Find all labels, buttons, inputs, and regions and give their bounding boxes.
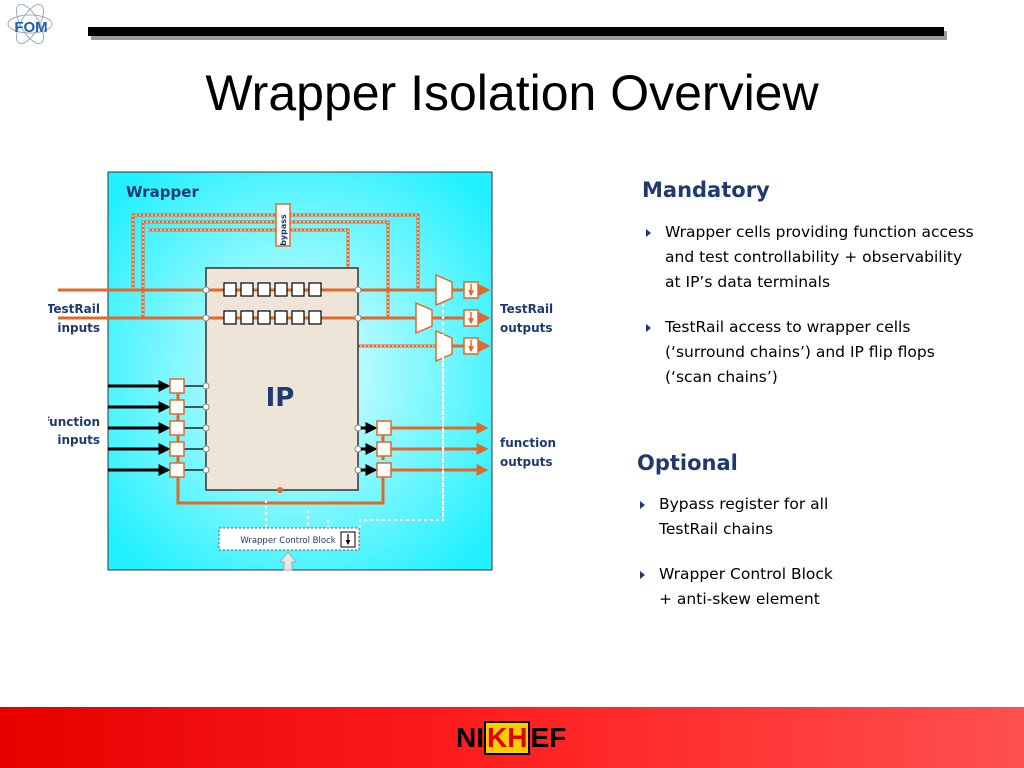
bypass-label: bypass <box>279 214 288 246</box>
function-outputs-label-1: function <box>500 436 557 450</box>
ip-block <box>206 268 358 490</box>
wrapper-diagram <box>48 170 558 574</box>
bullet-arrow-icon <box>640 571 645 579</box>
slide-title: Wrapper Isolation Overview <box>205 65 819 121</box>
list-item: TestRail access to wrapper cells (‘surround chains’) and IP flip flops (‘scan chains’) <box>644 315 1014 390</box>
bullet-arrow-icon <box>640 501 645 509</box>
function-inputs-label-2: inputs <box>57 433 100 447</box>
bullet-arrow-icon <box>646 229 651 237</box>
testrail-inputs-label-2: inputs <box>57 321 100 335</box>
fom-logo-text: FOM <box>14 19 48 36</box>
list-item: Wrapper cells providing function access and test controllability + observability at IP’s data terminals <box>644 220 1014 295</box>
mandatory-list <box>644 220 1014 410</box>
wrapper-diagram-svg <box>48 170 558 574</box>
ip-label: IP <box>265 383 295 413</box>
optional-list <box>638 492 998 632</box>
bullet-arrow-icon <box>646 324 651 332</box>
optional-heading: Optional <box>637 451 738 475</box>
mandatory-heading: Mandatory <box>642 178 770 202</box>
list-item: Bypass register for all TestRail chains <box>638 492 998 542</box>
testrail-inputs-label-1: TestRail <box>48 302 100 316</box>
control-block-label: Wrapper Control Block <box>240 536 336 546</box>
function-inputs-label-1: function <box>48 415 100 429</box>
title-rule <box>88 27 944 36</box>
nikhef-logo: NI KH EF <box>456 722 567 753</box>
wrapper-label: Wrapper <box>126 183 199 201</box>
fom-logo <box>4 4 60 44</box>
testrail-outputs-label-2: outputs <box>500 321 553 335</box>
list-item: Wrapper Control Block + anti-skew element <box>638 562 998 612</box>
function-outputs-label-2: outputs <box>500 455 553 469</box>
testrail-outputs-label-1: TestRail <box>500 302 554 316</box>
